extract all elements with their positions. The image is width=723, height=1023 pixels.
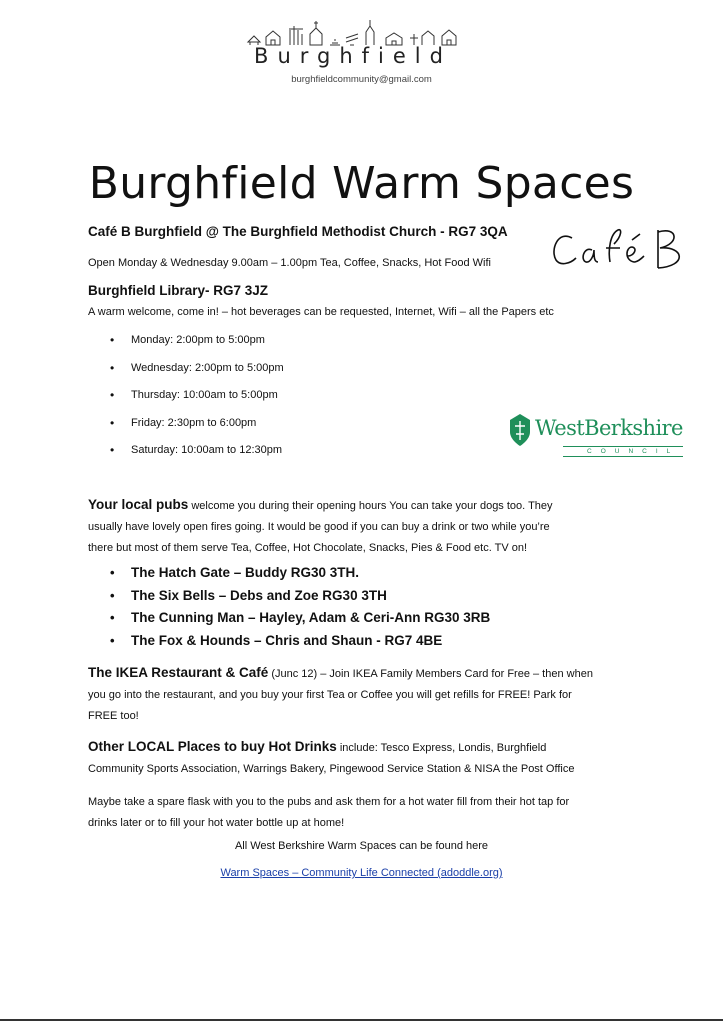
page-title: Burghfield Warm Spaces (88, 158, 635, 209)
pubs-line: there but most of them serve Tea, Coffee, Hot Chocolate, Snacks, Pies & Food etc. TV on! (88, 542, 528, 554)
list-item: • The Cunning Man – Hayley, Adam & Ceri-Ann RG30 3RB (104, 607, 490, 630)
ikea-line: you go into the restaurant, and you buy your first Tea or Coffee you will get refills for FREE! Park for (88, 689, 572, 701)
contact-email: burghfieldcommunity@gmail.com (291, 74, 432, 85)
list-item: • Thursday: 10:00am to 5:00pm (104, 385, 284, 413)
list-item: • Saturday: 10:00am to 12:30pm (104, 440, 284, 468)
pubs-line: usually have lovely open fires going. It would be good if you can buy a drink or two while you’re (88, 521, 550, 533)
ikea-lead: The IKEA Restaurant & Café (88, 665, 269, 680)
list-item: • Monday: 2:00pm to 5:00pm (104, 330, 284, 358)
other-line: include: Tesco Express, Londis, Burghfield (336, 742, 547, 754)
flask-line: Maybe take a spare flask with you to the pubs and ask them for a hot water fill from their hot tap for (88, 796, 570, 808)
flask-paragraph (88, 792, 648, 834)
warm-spaces-link[interactable]: Warm Spaces – Community Life Connected (adoddle.org) (220, 867, 503, 879)
other-places-paragraph (88, 736, 648, 780)
logo-wordmark: Burghfield (254, 44, 452, 68)
council-crest-icon (507, 412, 533, 448)
pubs-lead: Your local pubs (88, 497, 189, 512)
village-skyline-icon (246, 16, 460, 46)
cafe-heading: Café B Burghfield @ The Burghfield Methodist Church - RG7 3QA (88, 224, 508, 239)
other-line: Community Sports Association, Warrings Bakery, Pingewood Service Station & NISA the Post Office (88, 763, 575, 775)
list-item: • Friday: 2:30pm to 6:00pm (104, 413, 284, 441)
pubs-list (104, 562, 490, 652)
pubs-paragraph (88, 494, 648, 559)
all-spaces-text: All West Berkshire Warm Spaces can be found here (234, 840, 489, 852)
library-heading: Burghfield Library- RG7 3JZ (88, 283, 269, 298)
ikea-line: (Junc 12) – Join IKEA Family Members Card for Free – then when (268, 668, 593, 680)
divider (563, 456, 683, 457)
library-hours-list (104, 330, 284, 468)
cafe-details: Open Monday & Wednesday 9.00am – 1.00pm Tea, Coffee, Snacks, Hot Food Wifi (88, 257, 491, 269)
list-item: • The Six Bells – Debs and Zoe RG30 3TH (104, 585, 490, 608)
council-name: WestBerkshire (535, 416, 683, 440)
ikea-paragraph (88, 662, 648, 727)
list-item: • The Fox & Hounds – Chris and Shaun - RG7 4BE (104, 630, 490, 653)
ikea-line: FREE too! (88, 710, 139, 722)
cafe-b-logo (548, 220, 698, 285)
flask-line: drinks later or to fill your hot water bottle up at home! (88, 817, 345, 829)
divider (563, 446, 683, 447)
cafe-b-signature-icon (548, 220, 698, 280)
west-berkshire-council-logo (505, 410, 690, 460)
other-lead: Other LOCAL Places to buy Hot Drinks (88, 739, 337, 754)
list-item: • Wednesday: 2:00pm to 5:00pm (104, 358, 284, 386)
pubs-line: welcome you during their opening hours You can take your dogs too. They (188, 500, 553, 512)
council-subtitle: COUNCIL (587, 448, 680, 455)
library-intro: A warm welcome, come in! – hot beverages can be requested, Internet, Wifi – all the Papers etc (88, 306, 554, 318)
list-item: • The Hatch Gate – Buddy RG30 3TH. (104, 562, 490, 585)
divider (0, 1019, 723, 1021)
